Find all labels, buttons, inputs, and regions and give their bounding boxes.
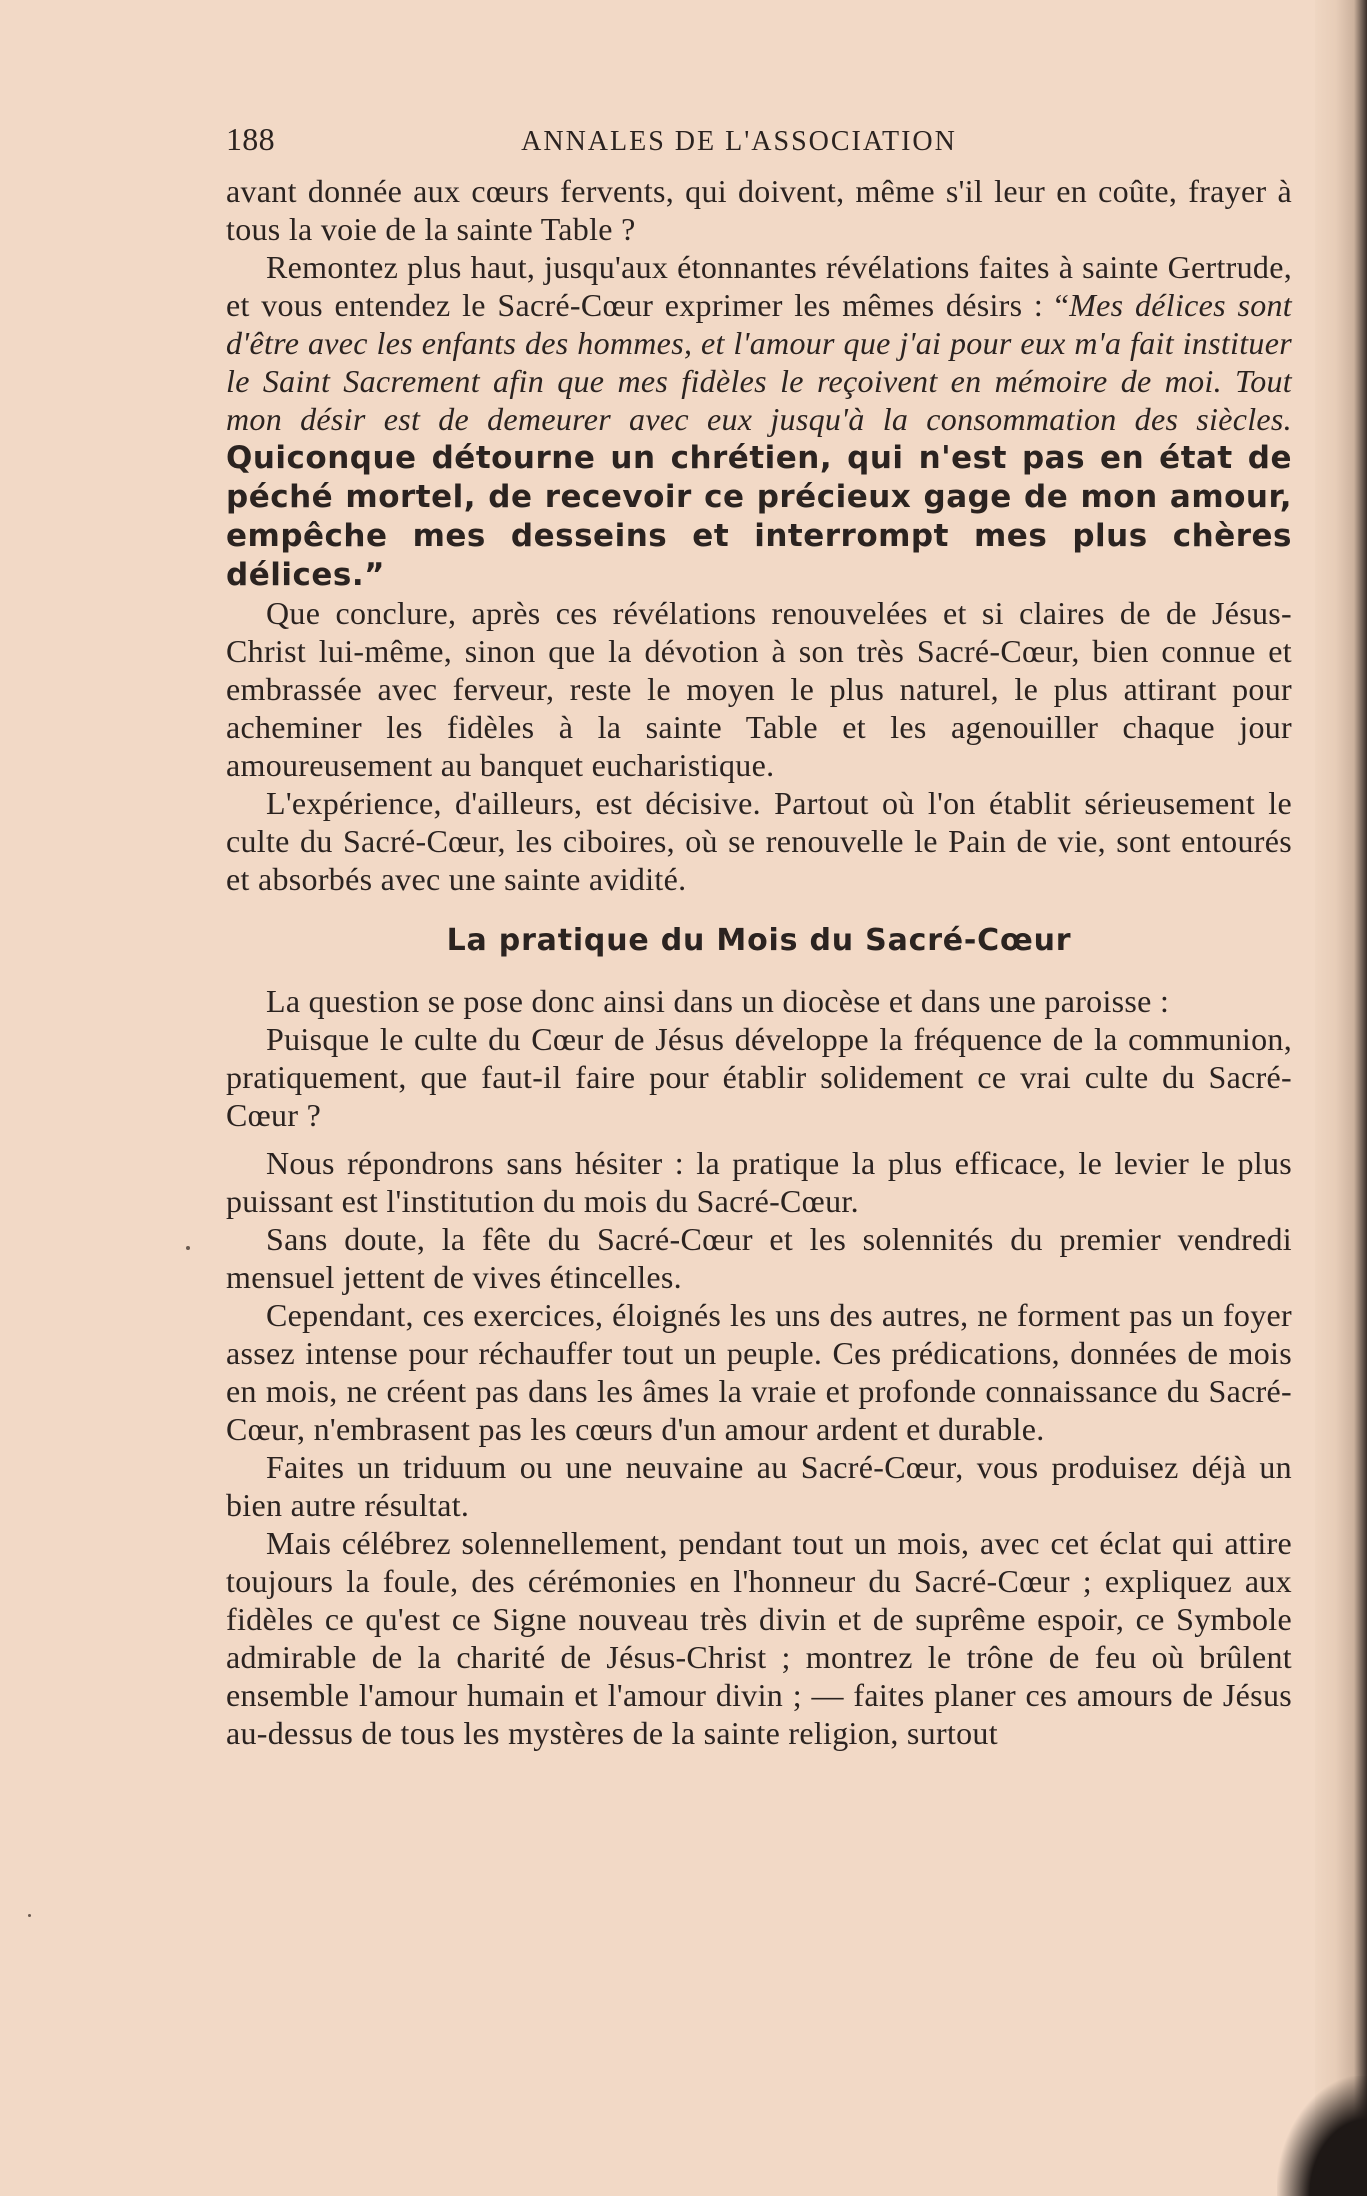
quotation-italic: Mes délices sont d'être avec les enfants des hommes, et l'amour que j'ai pour eux m'a fait instituer le Saint Sacrement afin que mes fidèles le reçoivent en mémoire de moi. Tout mon désir est de demeurer avec eux jusqu'à la consommation des siècles. xyxy=(226,287,1293,437)
running-title: ANNALES DE L'ASSOCIATION xyxy=(521,126,957,157)
page-number: 188 xyxy=(226,121,275,157)
paragraph-11: Mais célébrez solennellement, pendant tout un mois, avec cet éclat qui attire toujours la foule, des cérémonies en l'honneur du Sacré-Cœur ; expliquez aux fidèles ce qu'est ce Signe nouveau très divin et de suprême espoir, ce Symbole admirable de la charité de Jésus-Christ ; montrez le trône de feu où brûlent ensemble l'amour humain et l'amour divin ; — faites planer ces amours de Jésus au-dessus de tous les mystères de la sainte religion, surtout xyxy=(226,1525,1292,1751)
paragraph-9: Cependant, ces exercices, éloignés les uns des autres, ne forment pas un foyer assez intense pour réchauffer tout un peuple. Ces prédications, données de mois en mois, ne créent pas dans les âmes la vraie et profonde connaissance du Sacré-Cœur, n'embrasent pas les cœurs d'un amour ardent et durable. xyxy=(226,1297,1292,1447)
paragraph-1: avant donnée aux cœurs fervents, qui doivent, même s'il leur en coûte, frayer à tous la voie de la sainte Table ? xyxy=(226,173,1292,247)
paragraph-4: L'expérience, d'ailleurs, est décisive. Partout où l'on établit sérieusement le culte du Sacré-Cœur, les ciboires, où se renouvelle le Pain de vie, sont entourés et absorbés avec une sainte avidité. xyxy=(226,785,1292,897)
running-head xyxy=(226,120,1292,164)
section-heading: La pratique du Mois du Sacré-Cœur xyxy=(446,923,1072,958)
quotation-bold: Quiconque détourne un chrétien, qui n'est pas en état de péché mortel, de recevoir ce précieux gage de mon amour, empêche mes desseins et interrompt mes plus chères délices.” xyxy=(226,440,1292,593)
page-edge-shadow xyxy=(1315,0,1367,2196)
paragraph-6: Puisque le culte du Cœur de Jésus développe la fréquence de la communion, pratiquement, que faut-il faire pour établir solidement ce vrai culte du Sacré-Cœur ? xyxy=(226,1021,1292,1133)
paragraph-2 xyxy=(226,248,1292,594)
paragraph-8: Sans doute, la fête du Sacré-Cœur et les solennités du premier vendredi mensuel jettent de vives étincelles. xyxy=(226,1221,1292,1295)
paragraph-3: Que conclure, après ces révélations renouvelées et si claires de de Jésus-Christ lui-même, sinon que la dévotion à son très Sacré-Cœur, bien connue et embrassée avec ferveur, reste le moyen le plus naturel, le plus attirant pour acheminer les fidèles à la sainte Table et les agenouiller chaque jour amoureusement au banquet eucharistique. xyxy=(226,595,1292,783)
paragraph-10: Faites un triduum ou une neuvaine au Sacré-Cœur, vous produisez déjà un bien autre résultat. xyxy=(226,1449,1292,1523)
paper-speck xyxy=(28,1914,31,1917)
page-body xyxy=(226,120,1292,1752)
page-corner-shadow xyxy=(1277,2076,1367,2196)
paragraph-2-intro: Remontez plus haut, jusqu'aux étonnantes révélations faites à sainte Gertrude, et vous entendez le Sacré-Cœur exprimer les mêmes désirs : “ xyxy=(226,249,1292,323)
paper-speck xyxy=(186,1246,190,1250)
paragraph-7: Nous répondrons sans hésiter : la pratique la plus efficace, le levier le plus puissant est l'institution du mois du Sacré-Cœur. xyxy=(226,1145,1292,1219)
paragraph-5: La question se pose donc ainsi dans un diocèse et dans une paroisse : xyxy=(266,983,1170,1019)
